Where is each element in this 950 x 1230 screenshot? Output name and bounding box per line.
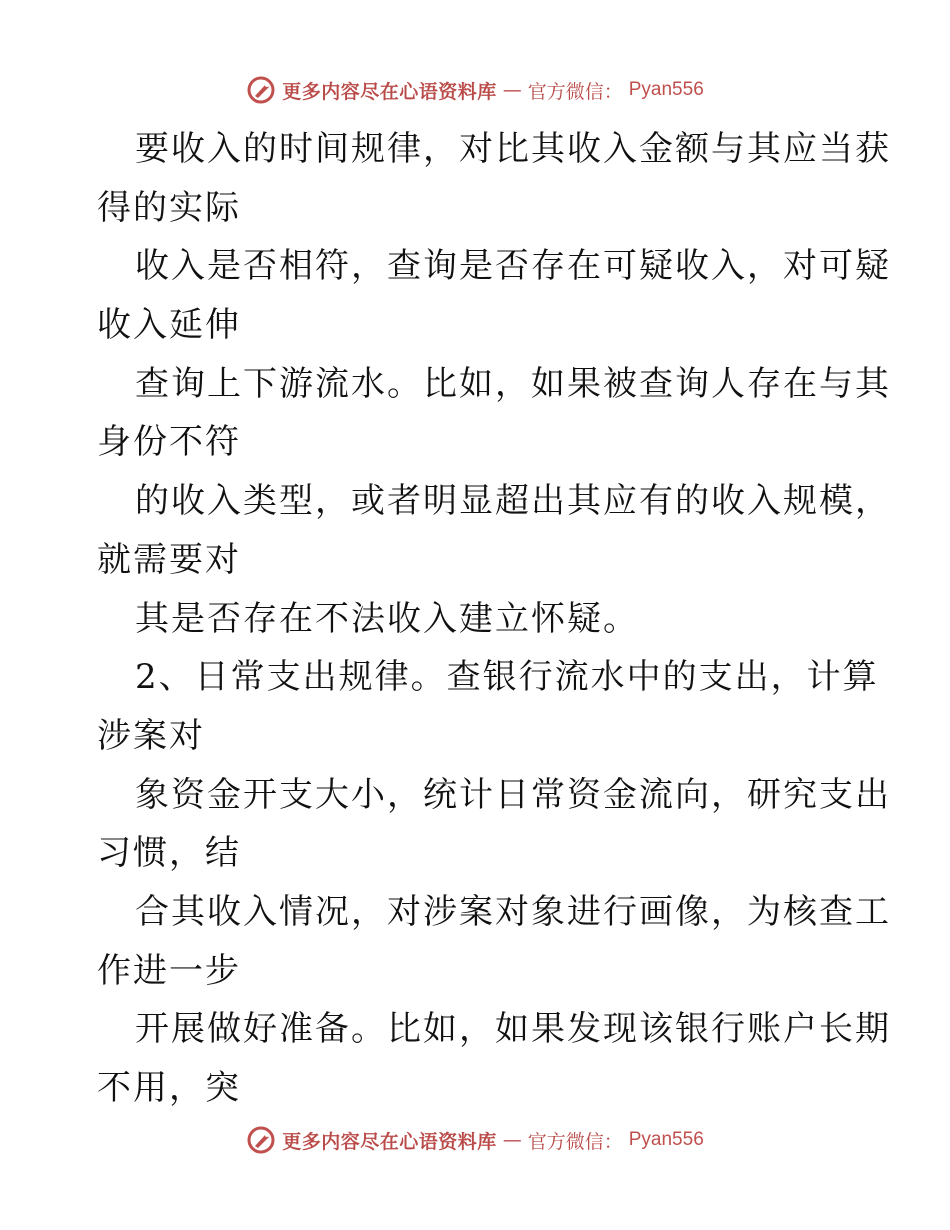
text-line: 涉案对 — [97, 715, 205, 756]
document-body — [97, 120, 891, 1118]
text-line: 开展做好准备。比如，如果发现该银行账户长期 — [135, 1009, 891, 1050]
pen-nib-logo-icon — [246, 1125, 276, 1155]
text-line: 合其收入情况，对涉案对象进行画像，为核查工 — [135, 891, 891, 932]
text-line: 就需要对 — [97, 539, 241, 580]
text-line: 的收入类型，或者明显超出其应有的收入规模， — [135, 481, 891, 522]
page-footer-banner — [0, 1120, 950, 1160]
banner-wechat-label: 官方微信： — [527, 1130, 623, 1153]
text-line: 不用，突 — [97, 1068, 241, 1108]
text-line: 查询上下游流水。比如，如果被查询人存在与其 — [135, 363, 891, 404]
banner-wechat-id: Pyan556 — [628, 79, 704, 100]
text-line: 作进一步 — [97, 950, 241, 991]
banner-wechat-id: Pyan556 — [628, 1129, 704, 1150]
text-line: 收入延伸 — [97, 305, 241, 346]
banner-dash: — — [502, 1129, 522, 1151]
banner-dash: — — [502, 79, 522, 101]
text-line: 习惯，结 — [97, 833, 241, 874]
text-line: 身份不符 — [97, 422, 241, 463]
text-line: 象资金开支大小，统计日常资金流向，研究支出 — [135, 774, 891, 815]
text-line: 要收入的时间规律，对比其收入金额与其应当获 — [135, 129, 891, 169]
pen-nib-logo-icon — [246, 75, 276, 105]
banner-wechat-label: 官方微信： — [527, 80, 623, 103]
text-line: 收入是否相符，查询是否存在可疑收入，对可疑 — [135, 246, 891, 287]
page-header-banner — [0, 70, 950, 110]
banner-title: 更多内容尽在心语资料库 — [282, 80, 497, 103]
text-line: 得的实际 — [97, 187, 241, 228]
text-line: 2、日常支出规律。查银行流水中的支出，计算 — [135, 657, 879, 698]
banner-title: 更多内容尽在心语资料库 — [282, 1130, 497, 1153]
text-line: 其是否存在不法收入建立怀疑。 — [135, 598, 639, 639]
